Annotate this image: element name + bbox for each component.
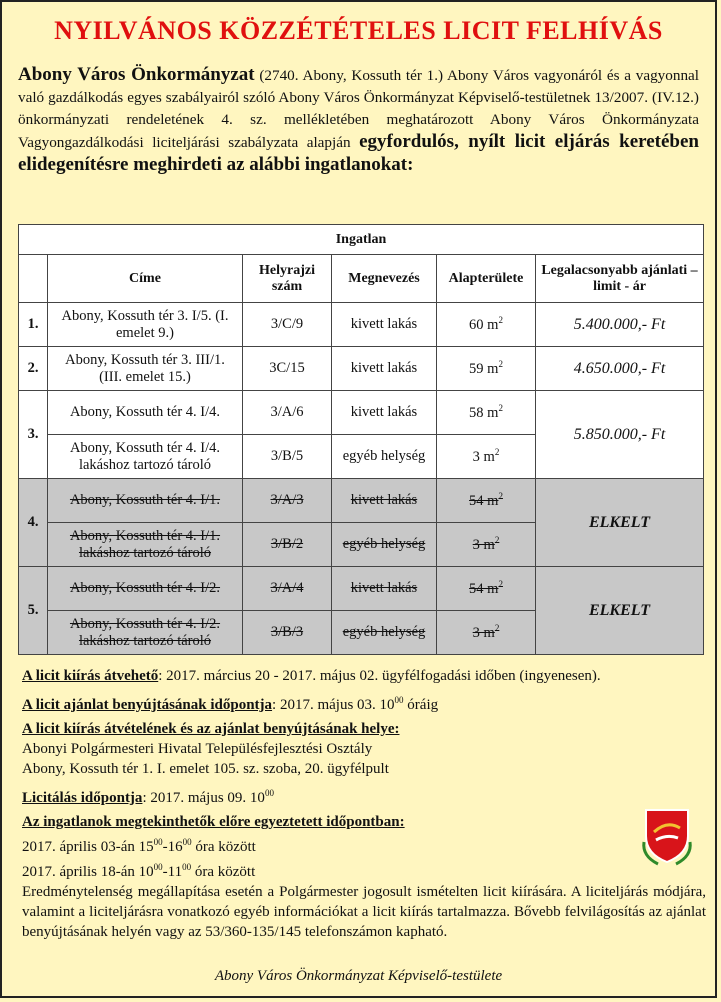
info-line	[22, 812, 712, 832]
abony-coat-of-arms-icon	[638, 802, 696, 868]
row-lot: 3/A/3	[243, 479, 332, 523]
table-header-row	[19, 255, 704, 303]
area-header: Alapterülete	[437, 255, 536, 303]
intro-paragraph	[18, 64, 699, 177]
row-address: Abony, Kossuth tér 4. I/4.	[48, 391, 243, 435]
row-area: 58 $m^2$	[437, 391, 536, 435]
row-lot: 3/B/2	[243, 523, 332, 567]
price-header: Legalacsonyabb ajánlati – limit - ár	[536, 255, 704, 303]
row-lot: 3/A/6	[243, 391, 332, 435]
row-area: 3 $m^2$	[437, 523, 536, 567]
property-table	[18, 224, 704, 655]
row-address: Abony, Kossuth tér 4. I/1. lakáshoz tartozó tároló	[48, 523, 243, 567]
info-label: A licit kiírás átvehető	[22, 668, 159, 684]
info-label: A licit kiírás átvételének és az ajánlat benyújtásának helye:	[22, 721, 400, 737]
lot-header: Helyrajzi szám	[243, 255, 332, 303]
row-area: 3 $m^2$	[437, 611, 536, 655]
table-row	[19, 347, 704, 391]
row-price: 5.400.000,- Ft	[536, 303, 704, 347]
row-number: 4.	[19, 479, 48, 567]
org-name: Abony Város Önkormányzat	[18, 64, 255, 85]
row-address: Abony, Kossuth tér 4. I/1.	[48, 479, 243, 523]
info-line: A licit ajánlat benyújtásának időpontja: 2017. május 03. $10^{00}$ óráig	[22, 695, 439, 713]
info-line: A licit kiírás átvehető: 2017. március 20 - 2017. május 02. ügyfélfogadási időben (ingyenesen).	[22, 668, 601, 684]
row-address: Abony, Kossuth tér 4. I/2. lakáshoz tartozó tároló	[48, 611, 243, 655]
info-section	[22, 666, 712, 942]
info-label: A licit ajánlat benyújtásának időpontja	[22, 697, 273, 713]
row-lot: 3C/15	[243, 347, 332, 391]
row-lot: 3/B/5	[243, 435, 332, 479]
row-area: 54 $m^2$	[437, 479, 536, 523]
info-line: 2017. április 18-án $10^{00}-11^{00}$ óra között	[22, 862, 256, 880]
row-name: kivett lakás	[332, 347, 437, 391]
row-area: 54 $m^2$	[437, 567, 536, 611]
row-price: 5.850.000,- Ft	[536, 391, 704, 479]
row-address: Abony, Kossuth tér 3. I/5. (I. emelet 9.)	[48, 303, 243, 347]
row-number: 3.	[19, 391, 48, 479]
info-line: 2017. április 03-án $15^{00}-16^{00}$ óra között	[22, 837, 256, 855]
table-group-header-row	[19, 225, 704, 255]
footer-signature: Abony Város Önkormányzat Képviselő-testülete	[214, 968, 503, 984]
table-row	[19, 303, 704, 347]
row-name: egyéb helység	[332, 611, 437, 655]
info-line: Abony, Kossuth tér 1. I. emelet 105. sz. szoba, 20. ügyfélpult	[22, 761, 389, 777]
row-number: 2.	[19, 347, 48, 391]
row-name: egyéb helység	[332, 523, 437, 567]
row-area: 60 $m^2$	[437, 303, 536, 347]
row-lot: 3/B/3	[243, 611, 332, 655]
page-title: NYILVÁNOS KÖZZÉTÉTELES LICIT FELHÍVÁS	[54, 16, 663, 45]
info-label: Az ingatlanok megtekinthetők előre egyeztetett időpontban:	[22, 814, 405, 830]
row-name: kivett lakás	[332, 303, 437, 347]
row-area: 3 $m^2$	[437, 435, 536, 479]
name-header: Megnevezés	[332, 255, 437, 303]
table-row	[19, 479, 704, 523]
info-line: Abonyi Polgármesteri Hivatal Településfejlesztési Osztály	[22, 741, 373, 757]
row-lot: 3/C/9	[243, 303, 332, 347]
address-header: Címe	[48, 255, 243, 303]
sold-label: ELKELT	[536, 567, 704, 655]
sold-label: ELKELT	[536, 479, 704, 567]
row-name: kivett lakás	[332, 479, 437, 523]
row-number: 5.	[19, 567, 48, 655]
final-paragraph: Eredménytelenség megállapítása esetén a Polgármester jogosult ismételten licit kiírására. A liciteljárás módjára, valamint a liciteljárásra vonatkozó egyéb információkat a licit kiírás tartalmazza. Bővebb felvilágosítás az ajánlat benyújtásának helyén vagy az 53/360-135/145 telefonszámon kapható.	[22, 884, 706, 940]
row-address: Abony, Kossuth tér 3. III/1. (III. emelet 15.)	[48, 347, 243, 391]
table-row	[19, 567, 704, 611]
row-address: Abony, Kossuth tér 4. I/2.	[48, 567, 243, 611]
row-name: egyéb helység	[332, 435, 437, 479]
info-line: Licitálás időpontja: 2017. május 09. $10^{00}$	[22, 788, 274, 806]
row-number: 1.	[19, 303, 48, 347]
table-row	[19, 391, 704, 435]
row-name: kivett lakás	[332, 391, 437, 435]
num-header	[19, 255, 48, 303]
intro-bold-text: egyfordulós, nyílt licit eljárás keretében elidegenítésre meghirdeti az alábbi ingatlanokat:	[18, 131, 699, 175]
row-name: kivett lakás	[332, 567, 437, 611]
info-label: Licitálás időpontja	[22, 790, 143, 806]
row-lot: 3/A/4	[243, 567, 332, 611]
intro-text: (2740. Abony, Kossuth tér 1.) Abony Város vagyonáról és a vagyonnal való gazdálkodás egyes szabályairól szóló Abony Város Önkormányzat Képviselő-testületnek 13/2007. (IV.12.) önkormányzati rendeletének 4. sz. mellékletében meghatározott Abony Város Önkormányzata Vagyongazdálkodási liciteljárási szabályzata alapján	[18, 67, 700, 151]
info-line	[22, 719, 712, 739]
row-price: 4.650.000,- Ft	[536, 347, 704, 391]
row-area: 59 $m^2$	[437, 347, 536, 391]
group-header: Ingatlan	[19, 225, 704, 255]
row-address: Abony, Kossuth tér 4. I/4. lakáshoz tartozó tároló	[48, 435, 243, 479]
